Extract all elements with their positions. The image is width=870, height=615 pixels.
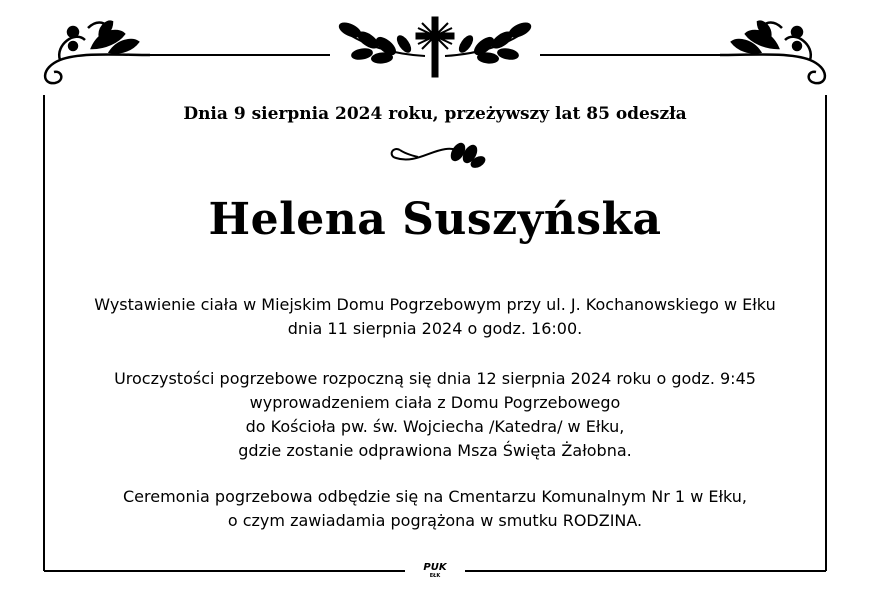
divider-ornament-icon — [392, 142, 486, 169]
text-line: Uroczystości pogrzebowe rozpoczną się dnia 12 sierpnia 2024 roku o godz. 9:45 — [114, 369, 756, 388]
viewing-paragraph — [44, 293, 826, 341]
puk-logo — [405, 562, 465, 579]
text-line: dnia 11 sierpnia 2024 o godz. 16:00. — [287, 319, 583, 338]
laurel-branch-right-icon — [445, 21, 532, 64]
text-line: gdzie zostanie odprawiona Msza Święta Żałobna. — [238, 441, 632, 460]
deceased-name: Helena Suszyńska — [208, 194, 662, 245]
text-line: Ceremonia pogrzebowa odbędzie się na Cmentarzu Komunalnym Nr 1 w Ełku, — [122, 487, 748, 506]
text-line: o czym zawiadamia pogrążona w smutku RODZINA. — [227, 511, 643, 530]
text-line: Wystawienie ciała w Miejskim Domu Pogrzebowym przy ul. J. Kochanowskiego w Ełku — [94, 295, 776, 314]
logo-main-text: PUK — [423, 562, 447, 573]
corner-flourish-left-icon — [45, 22, 150, 83]
cross-with-rays-icon — [416, 17, 454, 77]
text-line: do Kościoła pw. św. Wojciecha /Katedra/ w Ełku, — [245, 417, 625, 436]
laurel-branch-left-icon — [338, 21, 425, 64]
burial-paragraph — [44, 485, 826, 533]
logo-sub-text: EŁK — [429, 573, 441, 579]
corner-flourish-right-icon — [720, 22, 825, 83]
ceremony-paragraph — [44, 367, 826, 463]
death-date-line: Dnia 9 sierpnia 2024 roku, przeżywszy lat 85 odeszła — [183, 104, 687, 124]
text-line: wyprowadzeniem ciała z Domu Pogrzebowego — [249, 393, 621, 412]
